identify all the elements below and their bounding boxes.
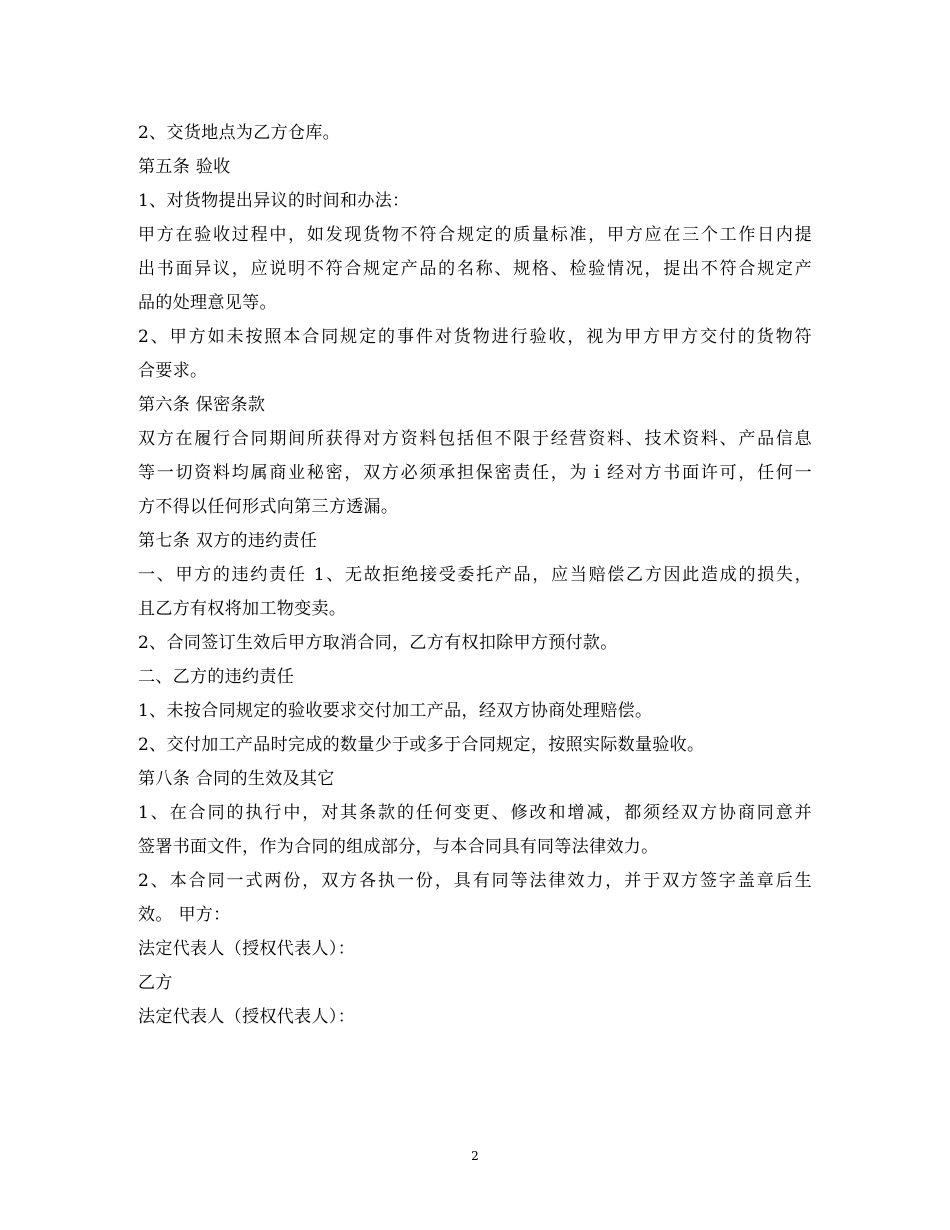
signature-line: 法定代表人（授权代表人）： [138,939,356,959]
text-line: 效。 甲方： [138,905,231,925]
signature-line: 法定代表人（授权代表人）： [138,1007,356,1027]
text-line: 且乙方有权将加工物变卖。 [138,599,347,619]
text-line: 1、未按合同规定的验收要求交付加工产品，经双方协商处理赔偿。 [138,701,653,721]
text-line: 二、乙方的违约责任 [138,667,295,687]
text-line: 1、在合同的执行中，对其条款的任何变更、修改和增减，都须经双方协商同意并 [138,803,812,823]
text-line: 方不得以任何形式向第三方透漏。 [138,497,399,517]
text-line: 甲方在验收过程中，如发现货物不符合规定的质量标准，甲方应在三个工作日内提 [138,225,812,245]
text-line: 品的处理意见等。 [138,293,277,313]
section-heading: 第七条 双方的违约责任 [138,531,318,551]
text-line: 1、对货物提出异议的时间和办法： [138,191,410,211]
section-heading: 第八条 合同的生效及其它 [138,769,335,789]
text-line: 等一切资料均属商业秘密，双方必须承担保密责任，为ｉ经对方书面许可，任何一 [138,463,812,483]
text-line: 2、交付加工产品时完成的数量少于或多于合同规定，按照实际数量验收。 [138,735,705,755]
text-line: 2、交货地点为乙方仓库。 [138,123,341,143]
text-line: 2、合同签订生效后甲方取消合同，乙方有权扣除甲方预付款。 [138,633,618,653]
text-line: 2、甲方如未按照本合同规定的事件对货物进行验收，视为甲方甲方交付的货物符 [138,327,812,347]
text-line: 2、本合同一式两份，双方各执一份，具有同等法律效力，并于双方签字盖章后生 [138,871,812,891]
text-line: 签署书面文件，作为合同的组成部分，与本合同具有同等法律效力。 [138,837,659,857]
text-line: 出书面异议，应说明不符合规定产品的名称、规格、检验情况，提出不符合规定产 [138,259,812,279]
text-line: 一、甲方的违约责任 1、无故拒绝接受委托产品，应当赔偿乙方因此造成的损失， [138,565,812,585]
text-line: 合要求。 [138,361,208,381]
page-number: 2 [471,1149,479,1163]
document-body [138,116,812,1034]
section-heading: 第六条 保密条款 [138,395,266,415]
text-line: 双方在履行合同期间所获得对方资料包括但不限于经营资料、技术资料、产品信息 [138,429,812,449]
section-heading: 第五条 验收 [138,157,231,177]
signature-line: 乙方 [138,973,173,993]
